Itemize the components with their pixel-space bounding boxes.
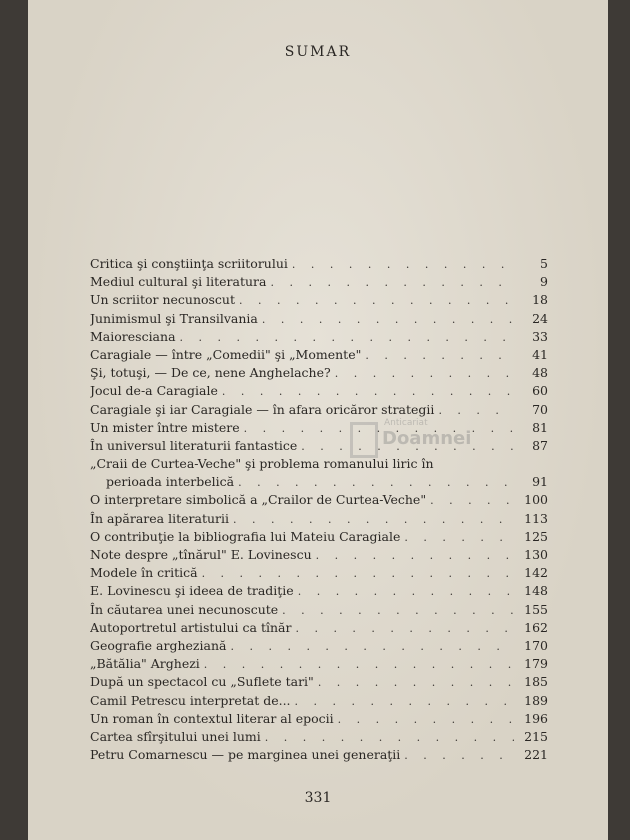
toc-entry-page: 142 — [524, 565, 548, 581]
page-heading: SUMAR — [284, 44, 352, 60]
toc-entry-page: 221 — [524, 747, 548, 763]
toc-entry-title: E. Lovinescu şi ideea de tradiţie — [90, 583, 294, 599]
toc-entry — [90, 510, 548, 528]
dot-leader — [298, 583, 514, 600]
toc-entry — [90, 710, 548, 728]
dot-leader — [239, 292, 514, 309]
dot-leader — [180, 329, 514, 346]
toc-entry-page: 162 — [524, 619, 548, 635]
toc-entry-page: 24 — [532, 310, 548, 326]
toc-entry-title: Camil Petrescu interpretat de... — [90, 692, 291, 708]
toc-entry — [90, 419, 548, 437]
toc-entry-title: Un scriitor necunoscut — [90, 292, 236, 308]
dot-leader — [404, 529, 514, 546]
toc-entry-title: Mediul cultural şi literatura — [90, 274, 267, 290]
dot-leader — [318, 674, 514, 691]
toc-entry — [90, 364, 548, 382]
dot-leader — [202, 565, 514, 582]
toc-entry — [90, 273, 548, 291]
toc-entry — [90, 346, 548, 364]
dot-leader — [282, 602, 514, 619]
watermark-text-small: Anticariat — [384, 418, 428, 428]
toc-entry-title: Caragiale şi iar Caragiale — în afara oricăror strategii — [90, 401, 435, 417]
toc-entry-title: Jocul de-a Caragiale — [90, 383, 218, 399]
toc-entry-page: 18 — [532, 292, 548, 308]
toc-entry-page: 113 — [524, 510, 548, 526]
toc-entry — [90, 546, 548, 564]
toc-entry-title: Şi, totuşi, — De ce, nene Anghelache? — [90, 365, 331, 381]
toc-entry — [90, 601, 548, 619]
toc-entry-page: 185 — [524, 674, 548, 690]
toc-entry-title: Un mister între mistere — [90, 419, 240, 435]
toc-entry-page: 170 — [524, 637, 548, 653]
dot-leader — [265, 729, 514, 746]
dot-leader — [222, 383, 514, 400]
dot-leader — [295, 693, 514, 710]
toc-entry-page: 215 — [524, 728, 548, 744]
dot-leader — [238, 474, 514, 491]
toc-entry-page: 100 — [524, 492, 548, 508]
dot-leader — [438, 402, 514, 419]
watermark-text-large: Doamnei — [382, 428, 472, 449]
toc-entry-title: Maioresciana — [90, 328, 176, 344]
toc-entry-page: 5 — [540, 256, 548, 271]
toc-entry-title: Junimismul şi Transilvania — [90, 310, 258, 326]
toc-entry-title: Geografie argheziană — [90, 637, 227, 653]
toc-entry — [90, 437, 548, 455]
dot-leader — [316, 547, 514, 564]
toc-entry-title: Critica şi conştiinţa scriitorului — [90, 256, 288, 271]
dot-leader — [292, 256, 514, 273]
toc-entry-title: Note despre „tînărul" E. Lovinescu — [90, 547, 312, 562]
toc-entry — [90, 382, 548, 400]
toc-entry — [90, 637, 548, 655]
toc-entry-page: 70 — [532, 401, 548, 417]
toc-entry — [90, 564, 548, 582]
toc-entry-title: Un roman în contextul literar al epocii — [90, 710, 334, 726]
toc-entry-page: 179 — [524, 656, 548, 672]
toc-entry-page: 33 — [532, 328, 548, 344]
dot-leader — [262, 311, 514, 328]
toc-entry-page: 81 — [532, 419, 548, 435]
toc-entry-page: 148 — [524, 583, 548, 599]
toc-entry-title: Petru Comarnescu — pe marginea unei generaţii — [90, 747, 401, 763]
page-number: 331 — [304, 790, 332, 806]
dot-leader — [430, 492, 514, 509]
toc-entry — [90, 673, 548, 691]
toc-entry-page: 9 — [540, 274, 548, 290]
toc-entry-page: 60 — [532, 383, 548, 399]
toc-entry — [90, 528, 548, 546]
toc-entry-title: „Craii de Curtea-Veche" şi problema romanului liric în — [90, 456, 434, 472]
toc-entry — [90, 655, 548, 673]
dot-leader — [404, 747, 514, 764]
toc-entry-page: 155 — [524, 601, 548, 617]
toc-entry-page: 130 — [524, 547, 548, 562]
toc-entry-page: 189 — [524, 692, 548, 708]
book-page — [28, 0, 608, 840]
dot-leader — [204, 656, 514, 673]
toc-entry-title: Autoportretul artistului ca tînăr — [90, 619, 292, 635]
dot-leader — [230, 638, 514, 655]
toc-entry — [90, 310, 548, 328]
toc-entry-page: 41 — [532, 346, 548, 362]
toc-entry-page: 196 — [524, 710, 548, 726]
watermark-frame-icon — [350, 422, 378, 458]
toc-entry-title: O interpretare simbolică a „Crailor de Curtea-Veche" — [90, 492, 427, 508]
toc-entry — [90, 255, 548, 273]
toc-entry-page: 125 — [524, 528, 548, 544]
watermark-logo — [350, 418, 472, 464]
toc-entry-title: În căutarea unei necunoscute — [90, 601, 279, 617]
toc-entry — [90, 491, 548, 509]
toc-entry-title: Cartea sfîrşitului unei lumi — [90, 728, 261, 744]
dot-leader — [270, 274, 514, 291]
toc-entry-title: O contribuţie la bibliografia lui Mateiu Caragiale — [90, 528, 401, 544]
dot-leader — [338, 711, 514, 728]
dot-leader — [295, 620, 514, 637]
toc-entry — [90, 401, 548, 419]
toc-entry — [90, 328, 548, 346]
toc-entry — [90, 291, 548, 309]
dot-leader — [233, 511, 514, 528]
toc-entry-title: Modele în critică — [90, 565, 198, 581]
toc-entry-title: După un spectacol cu „Suflete tari" — [90, 674, 314, 690]
toc-entry — [90, 619, 548, 637]
toc-entry-title: În universul literaturii fantastice — [90, 437, 298, 453]
dot-leader — [365, 347, 514, 364]
toc-entry-page: 87 — [532, 437, 548, 453]
table-of-contents — [90, 255, 548, 764]
toc-entry — [90, 582, 548, 600]
toc-entry — [90, 728, 548, 746]
toc-entry — [90, 692, 548, 710]
dot-leader — [335, 365, 514, 382]
toc-entry-title: „Bătălia" Arghezi — [90, 656, 200, 672]
toc-entry-page: 91 — [532, 474, 548, 490]
toc-entry — [90, 455, 548, 491]
toc-entry-title: Caragiale — între „Comedii" şi „Momente" — [90, 346, 362, 362]
toc-entry — [90, 746, 548, 764]
toc-entry-page: 48 — [532, 365, 548, 381]
toc-entry-title-continued: perioada interbelică — [106, 474, 235, 490]
toc-entry-title: În apărarea literaturii — [90, 510, 229, 526]
